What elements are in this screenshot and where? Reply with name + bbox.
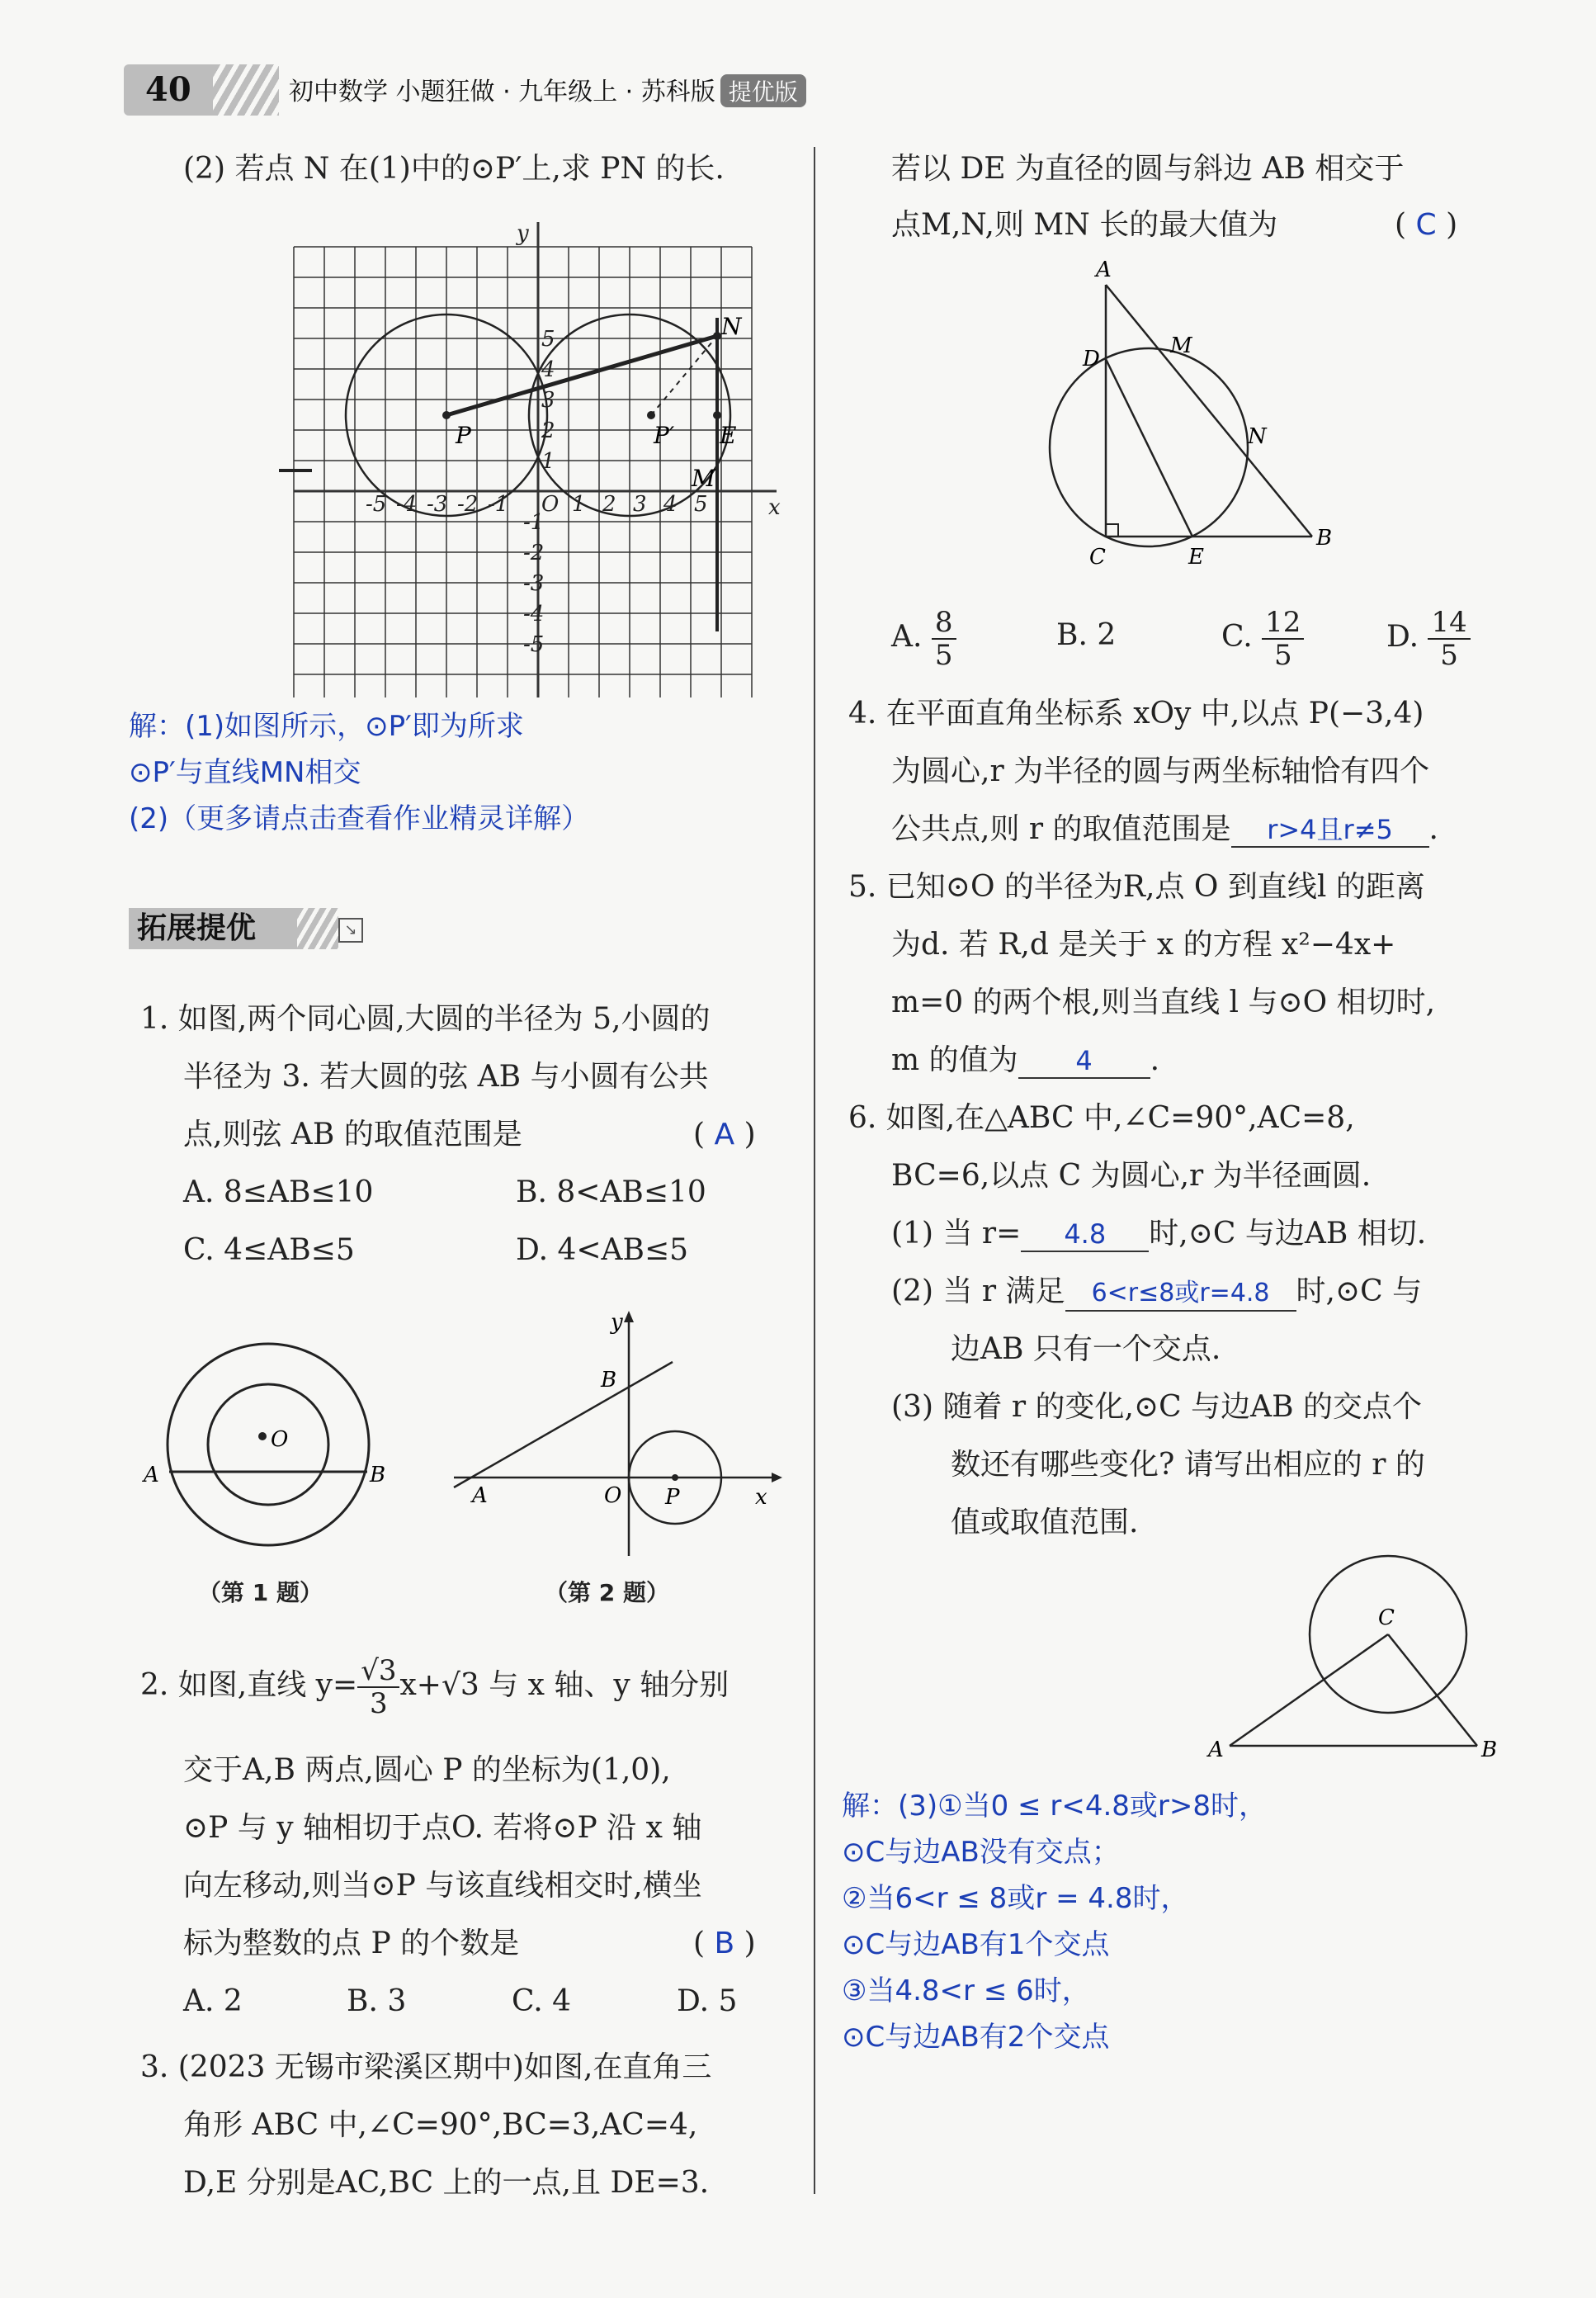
y-tick-label: -4 bbox=[523, 602, 545, 627]
solution-r-4: ⊙C与边AB有1个交点 bbox=[842, 1928, 1110, 1961]
q3-cont-line-1: 若以 DE 为直径的圆与斜边 AB 相交于 bbox=[891, 152, 1405, 186]
q6-part3-line3: 值或取值范围. bbox=[951, 1506, 1139, 1539]
y-axis-label: y bbox=[517, 221, 529, 246]
svg-text:A: A bbox=[472, 1483, 488, 1508]
figure-1-caption: （第 1 题） bbox=[198, 1579, 323, 1606]
q4-answer-blank: r>4且r≠5 bbox=[1231, 813, 1429, 848]
figure-1-concentric-circles bbox=[140, 1337, 404, 1568]
solution-line-1: 解：(1)如图所示，⊙P′即为所求 bbox=[129, 710, 524, 743]
figure-q3-triangle bbox=[1032, 252, 1345, 574]
q3-answer: ( C ) bbox=[1395, 208, 1458, 242]
line-pn bbox=[446, 336, 717, 415]
q3-cont-line-2: 点M,N,则 MN 长的最大值为 bbox=[891, 208, 1278, 242]
q1-line-1: 1. 如图,两个同心圆,大圆的半径为 5,小圆的 bbox=[140, 1002, 711, 1036]
q6-part3-line2: 数还有哪些变化? 请写出相应的 r 的 bbox=[951, 1448, 1425, 1482]
q4-line-1: 4. 在平面直角坐标系 xOy 中,以点 P(−3,4) bbox=[848, 697, 1424, 731]
svg-text:N: N bbox=[1248, 424, 1267, 449]
svg-text:A: A bbox=[1208, 1738, 1224, 1762]
solution-r-2: ⊙C与边AB没有交点； bbox=[842, 1836, 1120, 1869]
svg-text:M: M bbox=[1170, 333, 1192, 358]
svg-text:B: B bbox=[601, 1368, 617, 1393]
svg-text:D: D bbox=[1083, 347, 1100, 371]
q1-line-2: 半径为 3. 若大圆的弦 AB 与小圆有公共 bbox=[183, 1060, 709, 1094]
q5-line-2: 为d. 若 R,d 是关于 x 的方程 x²−4x+ bbox=[891, 928, 1396, 962]
solution-r-5: ③当4.8<r ≤ 6时， bbox=[842, 1974, 1090, 2007]
q5-line-4: m 的值为 4 . bbox=[891, 1043, 1160, 1077]
q2-line-1: 2. 如图,直线 y= $\frac{√3}{3}$ x+√3 与 x 轴、y 轴分别 bbox=[140, 1654, 730, 1720]
x-tick-label: -3 bbox=[427, 492, 448, 517]
x-tick-label: O bbox=[541, 492, 560, 517]
q3-option-b: B. 2 bbox=[1056, 618, 1117, 652]
q2-option-d: D. 5 bbox=[677, 1984, 738, 2018]
question-part2: (2) 若点 N 在(1)中的⊙P′上,求 PN 的长. bbox=[183, 152, 725, 186]
dash-mark bbox=[279, 469, 312, 472]
label-n: N bbox=[721, 313, 742, 340]
q2-line-5: 标为整数的点 P 的个数是 bbox=[183, 1927, 520, 1960]
svg-text:O: O bbox=[604, 1483, 622, 1508]
q3-option-c: C. $\frac{12}{5}$ bbox=[1221, 607, 1304, 671]
line-pprime-n bbox=[651, 336, 717, 415]
q1-line-3: 点,则弦 AB 的取值范围是 bbox=[183, 1118, 522, 1151]
edition-badge: 提优版 bbox=[720, 74, 806, 107]
x-tick-label: -2 bbox=[457, 492, 479, 517]
svg-text:P: P bbox=[665, 1485, 680, 1510]
q1-option-d: D. 4<AB≤5 bbox=[516, 1233, 689, 1267]
q1-option-b: B. 8<AB≤10 bbox=[516, 1175, 706, 1209]
page-number: 40 bbox=[124, 64, 213, 116]
x-axis-label: x bbox=[768, 495, 781, 520]
figure-2-line-circle bbox=[446, 1304, 784, 1568]
q6-p1-answer-blank: 4.8 bbox=[1021, 1218, 1149, 1252]
label-m: M bbox=[692, 465, 715, 492]
q2-line-2: 交于A,B 两点,圆心 P 的坐标为(1,0), bbox=[183, 1753, 671, 1787]
y-tick-label: 5 bbox=[541, 327, 555, 352]
svg-text:x: x bbox=[755, 1485, 767, 1510]
svg-text:B: B bbox=[1481, 1738, 1498, 1762]
q5-line-3: m=0 的两个根,则当直线 l 与⊙O 相切时, bbox=[891, 986, 1436, 1019]
y-tick-label: -1 bbox=[523, 510, 545, 535]
q2-line-3: ⊙P 与 y 轴相切于点O. 若将⊙P 沿 x 轴 bbox=[183, 1811, 702, 1845]
x-tick-label: -4 bbox=[396, 492, 418, 517]
x-tick-label: 5 bbox=[694, 492, 708, 517]
q2-fraction: $\frac{√3}{3}$ bbox=[357, 1655, 399, 1719]
figure-q6-triangle bbox=[1205, 1552, 1518, 1766]
solution-r-1: 解：(3)①当0 ≤ r<4.8或r>8时， bbox=[842, 1790, 1268, 1823]
header-stripes bbox=[213, 64, 279, 116]
x-tick-label: 3 bbox=[633, 492, 647, 517]
q6-part2: (2) 当 r 满足 6<r≤8或r=4.8 时,⊙C 与 bbox=[891, 1263, 1422, 1321]
section-title: 拓展提优 bbox=[129, 908, 335, 949]
q1-option-a: A. 8≤AB≤10 bbox=[183, 1175, 374, 1209]
header-title: 初中数学 小题狂做 · 九年级上 · 苏科版 提优版 bbox=[289, 71, 806, 107]
q2-option-a: A. 2 bbox=[183, 1984, 243, 2018]
label-e: E bbox=[720, 422, 737, 449]
coordinate-grid-figure bbox=[272, 210, 817, 697]
figure-2-caption: （第 2 题） bbox=[545, 1579, 669, 1606]
q6-line-2: BC=6,以点 C 为圆心,r 为半径画圆. bbox=[891, 1159, 1372, 1193]
label-p-prime: P′ bbox=[654, 422, 675, 449]
q2-answer: ( B ) bbox=[693, 1927, 756, 1960]
svg-text:A: A bbox=[144, 1463, 159, 1487]
section-stripes bbox=[297, 908, 338, 949]
q4-line-2: 为圆心,r 为半径的圆与两坐标轴恰有四个 bbox=[891, 754, 1430, 788]
svg-text:A: A bbox=[1096, 258, 1112, 282]
solution-line-2: ⊙P′与直线MN相交 bbox=[129, 756, 361, 789]
y-tick-label: 3 bbox=[541, 388, 555, 413]
q3-line-2: 角形 ABC 中,∠C=90°,BC=3,AC=4, bbox=[183, 2108, 698, 2142]
y-tick-label: 2 bbox=[541, 418, 555, 443]
q5-line-1: 5. 已知⊙O 的半径为R,点 O 到直线l 的距离 bbox=[848, 870, 1425, 904]
svg-text:O: O bbox=[271, 1427, 289, 1452]
q1-option-c: C. 4≤AB≤5 bbox=[183, 1233, 355, 1267]
solution-line-3: (2)（更多请点击查看作业精灵详解） bbox=[129, 802, 590, 835]
svg-text:C: C bbox=[1378, 1605, 1395, 1630]
x-tick-label: -5 bbox=[366, 492, 387, 517]
q5-answer-blank: 4 bbox=[1018, 1044, 1150, 1079]
x-tick-label: 4 bbox=[663, 492, 678, 517]
q2-option-c: C. 4 bbox=[512, 1984, 572, 2018]
q2-line-4: 向左移动,则当⊙P 与该直线相交时,横坐 bbox=[183, 1869, 702, 1903]
q3-option-d: D. $\frac{14}{5}$ bbox=[1386, 607, 1471, 671]
label-p: P bbox=[456, 422, 471, 449]
y-tick-label: 4 bbox=[541, 357, 555, 382]
y-tick-label: -2 bbox=[523, 541, 545, 565]
x-tick-label: -1 bbox=[488, 492, 509, 517]
y-tick-label: -3 bbox=[523, 571, 545, 596]
q6-part1: (1) 当 r= 4.8 时,⊙C 与边AB 相切. bbox=[891, 1217, 1427, 1251]
y-tick-label: 1 bbox=[541, 449, 555, 474]
y-tick-label: -5 bbox=[523, 632, 545, 657]
svg-text:C: C bbox=[1089, 545, 1106, 570]
svg-text:y: y bbox=[611, 1310, 623, 1335]
q3-line-1: 3. (2023 无锡市梁溪区期中)如图,在直角三 bbox=[140, 2050, 712, 2084]
q6-part2-line2: 边AB 只有一个交点. bbox=[951, 1332, 1221, 1366]
q2-option-b: B. 3 bbox=[347, 1984, 407, 2018]
q6-p2-answer-blank: 6<r≤8或r=4.8 bbox=[1065, 1277, 1296, 1312]
q3-line-3: D,E 分别是AC,BC 上的一点,且 DE=3. bbox=[183, 2166, 710, 2200]
q1-answer: ( A ) bbox=[693, 1118, 756, 1151]
x-tick-label: 2 bbox=[602, 492, 616, 517]
q6-part3-line1: (3) 随着 r 的变化,⊙C 与边AB 的交点个 bbox=[891, 1390, 1423, 1424]
svg-text:B: B bbox=[370, 1463, 386, 1487]
x-tick-label: 1 bbox=[572, 492, 586, 517]
q3-option-a: A. $\frac{8}{5}$ bbox=[891, 607, 956, 671]
q6-line-1: 6. 如图,在△ABC 中,∠C=90°,AC=8, bbox=[848, 1101, 1355, 1135]
solution-r-3: ②当6<r ≤ 8或r = 4.8时， bbox=[842, 1882, 1189, 1915]
svg-text:B: B bbox=[1316, 526, 1333, 551]
solution-r-6: ⊙C与边AB有2个交点 bbox=[842, 2021, 1110, 2054]
q4-line-3: 公共点,则 r 的取值范围是 r>4且r≠5 . bbox=[891, 812, 1438, 846]
section-arrow-icon: ↘ bbox=[338, 918, 363, 943]
svg-text:E: E bbox=[1188, 545, 1204, 570]
